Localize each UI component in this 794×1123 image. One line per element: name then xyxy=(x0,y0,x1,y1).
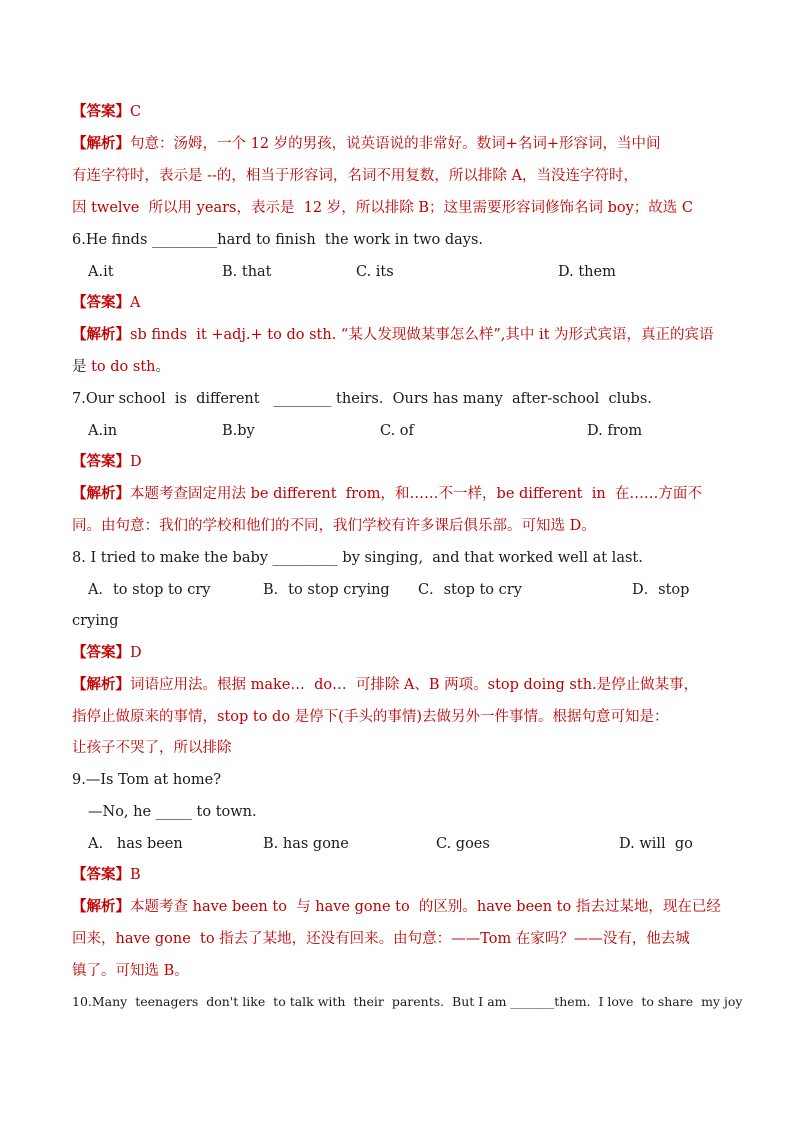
analysis-tag: 【解析】 xyxy=(72,898,130,915)
q8-analysis-text-1: 词语应用法。根据 make… do… 可排除 A、B 两项。stop doing sth.是停止做某事， xyxy=(130,677,699,693)
answer-tag: 【答案】 xyxy=(72,453,130,470)
q9-stem-2: —No, he _____ to town. xyxy=(88,804,257,820)
q6-option-c: C. its xyxy=(356,264,394,280)
q8-answer: D xyxy=(130,645,142,661)
analysis-tag: 【解析】 xyxy=(72,135,130,152)
q6-stem: 6.He finds _________hard to finish the work in two days. xyxy=(72,232,484,248)
analysis-tag: 【解析】 xyxy=(72,326,130,343)
q7-analysis-text-1: 本题考查固定用法 be different from，和……不一样，be different in 在……方面不 xyxy=(130,486,702,502)
q8-answer-line xyxy=(72,643,142,663)
q5-analysis-line-2: 有连字符时，表示是 --的，相当于形容词，名词不用复数，所以排除 A，当没连字符时， xyxy=(72,168,638,184)
q9-option-d: D. will go xyxy=(619,836,693,852)
q6-option-b: B. that xyxy=(222,264,272,280)
q9-answer: B xyxy=(130,867,141,883)
q7-option-a: A.in xyxy=(88,423,118,439)
q7-option-d: D. from xyxy=(587,423,643,439)
q9-analysis-line-3: 镇了。可知选 B。 xyxy=(72,963,189,979)
q8-option-wrap: crying xyxy=(72,613,119,629)
q9-stem: 9.—Is Tom at home? xyxy=(72,772,222,788)
q5-analysis-line-3: 因 twelve 所以用 years，表示是 12 岁，所以排除 B；这里需要形容词修饰名词 boy；故选 C xyxy=(72,200,694,216)
q9-option-a: A. has been xyxy=(88,836,183,852)
q6-analysis-suffix: 。 xyxy=(155,359,171,375)
q6-analysis-line-1 xyxy=(72,325,714,345)
q6-analysis-text-1: sb finds it +adj.+ to do sth. “某人发现做某事怎么样”,其中 it 为形式宾语，真正的宾语 xyxy=(130,327,714,343)
q7-analysis-line-1 xyxy=(72,484,702,504)
q9-option-c: C. goes xyxy=(436,836,490,852)
q5-analysis-line-1 xyxy=(72,134,660,154)
q7-analysis-line-2: 同。由句意：我们的学校和他们的不同，我们学校有许多课后俱乐部。可知选 D。 xyxy=(72,518,596,534)
q5-answer: C xyxy=(130,104,142,120)
q6-analysis-line-2 xyxy=(72,357,170,377)
q9-answer-line xyxy=(72,865,141,885)
q9-option-b: B. has gone xyxy=(263,836,349,852)
q10-stem: 10.Many teenagers don't like to talk with their parents. But I am _______them. I love to share my joy xyxy=(72,994,743,1009)
q8-analysis-line-2: 指停止做原来的事情，stop to do 是停下(手头的事情)去做另外一件事情。根据句意可知是： xyxy=(72,709,669,725)
analysis-tag: 【解析】 xyxy=(72,676,130,693)
answer-tag: 【答案】 xyxy=(72,644,130,661)
q9-analysis-line-1 xyxy=(72,897,721,917)
answer-tag: 【答案】 xyxy=(72,103,130,120)
q6-option-a: A.it xyxy=(88,264,114,280)
q6-analysis-text-2: to do sth xyxy=(91,359,156,375)
q8-analysis-line-1 xyxy=(72,675,698,695)
q8-option-a: A．to stop to cry xyxy=(88,582,211,598)
answer-tag: 【答案】 xyxy=(72,866,130,883)
q8-option-c: C．stop to cry xyxy=(418,582,522,598)
q7-answer: D xyxy=(130,454,142,470)
analysis-tag: 【解析】 xyxy=(72,485,130,502)
q7-option-b: B.by xyxy=(222,423,255,439)
q8-analysis-line-3: 让孩子不哭了，所以排除 xyxy=(72,740,232,756)
q6-option-d: D. them xyxy=(558,264,616,280)
answer-tag: 【答案】 xyxy=(72,294,130,311)
q7-answer-line xyxy=(72,452,142,472)
q7-stem: 7.Our school is different ________ theirs. Ours has many after-school clubs. xyxy=(72,391,652,407)
q6-answer: A xyxy=(130,295,141,311)
q8-option-d: D．stop xyxy=(632,582,690,598)
q5-analysis-text-1: 句意：汤姆，一个 12 岁的男孩，说英语说的非常好。数词+名词+形容词，当中间 xyxy=(130,136,661,152)
q6-analysis-prefix: 是 xyxy=(72,359,92,375)
q8-stem: 8. I tried to make the baby _________ by singing, and that worked well at last. xyxy=(72,550,643,566)
q5-answer-line xyxy=(72,102,141,122)
q7-option-c: C. of xyxy=(380,423,414,439)
q9-analysis-text-1: 本题考查 have been to 与 have gone to 的区别。have been to 指去过某地，现在已经 xyxy=(130,899,721,915)
q6-answer-line xyxy=(72,293,140,313)
q9-analysis-line-2: 回来，have gone to 指去了某地，还没有回来。由句意：——Tom 在家吗？——没有，他去城 xyxy=(72,931,690,947)
q8-option-b: B．to stop crying xyxy=(263,582,390,598)
